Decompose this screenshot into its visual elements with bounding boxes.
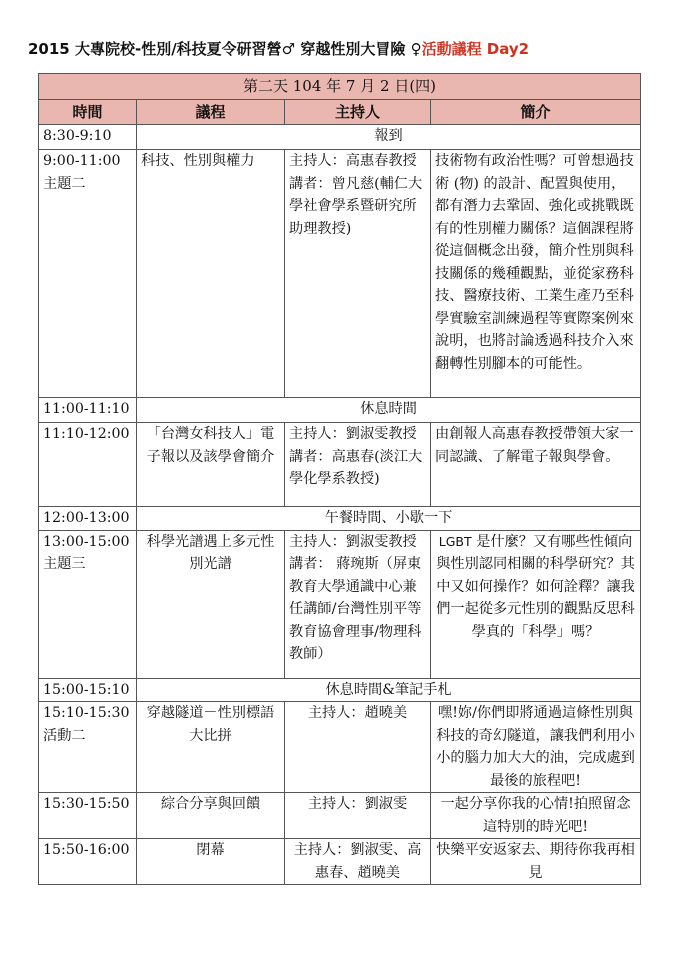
time-cell: 8:30-9:10: [39, 125, 137, 150]
table-row: [39, 793, 641, 839]
speaker-text: 講者： 蔣琬斯（屏東教育大學通識中心兼任講師/台灣性別平等教育協會理事/物理科教師）: [289, 556, 422, 662]
time-cell: 15:50-16:00: [39, 839, 137, 885]
span-cell: 午餐時間、小歇一下: [137, 507, 641, 531]
time-cell: 11:00-11:10: [39, 398, 137, 423]
title-main: 2015 大專院校-性別/科技夏令研習營♂ 穿越性別大冒險 ♀: [28, 40, 422, 58]
col-session-header: 議程: [137, 100, 285, 125]
time-cell: 11:10-12:00: [39, 423, 137, 507]
host-text: 主持人：高惠春教授: [289, 153, 417, 169]
page-title: [28, 38, 668, 59]
host-text: 主持人：劉淑雯教授: [289, 426, 417, 442]
day-header: 第二天 104 年 7 月 2 日(四): [39, 74, 641, 100]
session-cell: 科技、性別與權力: [137, 150, 285, 398]
session-cell: 「台灣女科技人」電子報以及該學會簡介: [137, 423, 285, 507]
col-desc-header: 簡介: [431, 100, 641, 125]
host-cell: [285, 423, 431, 507]
session-cell: 閉幕: [137, 839, 285, 885]
col-time-header: 時間: [39, 100, 137, 125]
time-cell: [39, 702, 137, 793]
time-topic: 活動二: [43, 727, 86, 744]
table-row: [39, 530, 641, 678]
time-topic: 主題三: [43, 556, 86, 572]
session-cell: 穿越隧道－性別標語大比拼: [137, 702, 285, 793]
host-cell: [285, 150, 431, 398]
table-row: [39, 423, 641, 507]
session-cell: 綜合分享與回饋: [137, 793, 285, 839]
agenda-table: [38, 73, 641, 885]
time-range: 13:00-15:00: [43, 533, 130, 550]
desc-cell: 快樂平安返家去、期待你我再相見: [431, 839, 641, 885]
time-cell: [39, 530, 137, 678]
time-topic: 主題二: [43, 175, 86, 192]
table-row: [39, 150, 641, 398]
time-cell: 15:30-15:50: [39, 793, 137, 839]
table-row: [39, 702, 641, 793]
span-cell: 休息時間: [137, 398, 641, 423]
table-row: [39, 507, 641, 531]
desc-text: 是什麼？又有哪些性傾向與性別認同相關的科學研究？其中又如何操作？如何詮釋？讓我們一起從多元性別的觀點反思科學真的「科學」嗎？: [436, 533, 635, 640]
host-cell: 主持人：劉淑雯: [285, 793, 431, 839]
desc-cell: 嘿!妳/你們即將通過這條性別與科技的奇幻隧道，讓我們利用小小的腦力加大大的油，完成處到最後的旅程吧!: [431, 702, 641, 793]
desc-cell: 技術物有政治性嗎？可曾想過技術 (物) 的設計、配置與使用，都有潛力去鞏固、強化或挑戰既有的性別權力關係？這個課程將從這個概念出發，簡介性別與科技關係的幾種觀點，並從家務科技、醫療技術、工業生產乃至科學實驗室訓練過程等實際案例來說明，也將討論透過科技介入來翻轉性別腳本的可能性。: [431, 150, 641, 398]
desc-cell: 由創報人高惠春教授帶領大家一同認識、了解電子報與學會。: [431, 423, 641, 507]
host-cell: 主持人：劉淑雯、高惠春、趙曉美: [285, 839, 431, 885]
column-header-row: [39, 100, 641, 125]
table-row: [39, 839, 641, 885]
col-host-header: 主持人: [285, 100, 431, 125]
desc-cell: 一起分享你我的心情!拍照留念這特別的時光吧!: [431, 793, 641, 839]
table-row: [39, 678, 641, 702]
time-range: 15:10-15:30: [43, 705, 130, 721]
desc-lead: LGBT: [438, 533, 472, 549]
table-row: [39, 125, 641, 150]
desc-cell: [431, 530, 641, 678]
time-range: 9:00-11:00: [43, 153, 121, 169]
time-cell: 12:00-13:00: [39, 507, 137, 531]
title-accent: 活動議程 Day2: [421, 40, 530, 58]
host-text: 主持人：劉淑雯教授: [289, 533, 417, 550]
host-cell: 主持人：趙曉美: [285, 702, 431, 793]
session-cell: 科學光譜遇上多元性別光譜: [137, 530, 285, 678]
span-cell: 報到: [137, 125, 641, 150]
time-cell: 15:00-15:10: [39, 678, 137, 702]
speaker-text: 講者：曾凡慈(輔仁大學社會學系暨研究所助理教授): [289, 175, 423, 237]
speaker-text: 講者：高惠春(淡江大學化學系教授): [289, 448, 423, 487]
table-row: [39, 398, 641, 423]
host-cell: [285, 530, 431, 678]
time-cell: [39, 150, 137, 398]
span-cell: 休息時間&筆記手札: [137, 678, 641, 702]
day-header-row: [39, 74, 641, 100]
